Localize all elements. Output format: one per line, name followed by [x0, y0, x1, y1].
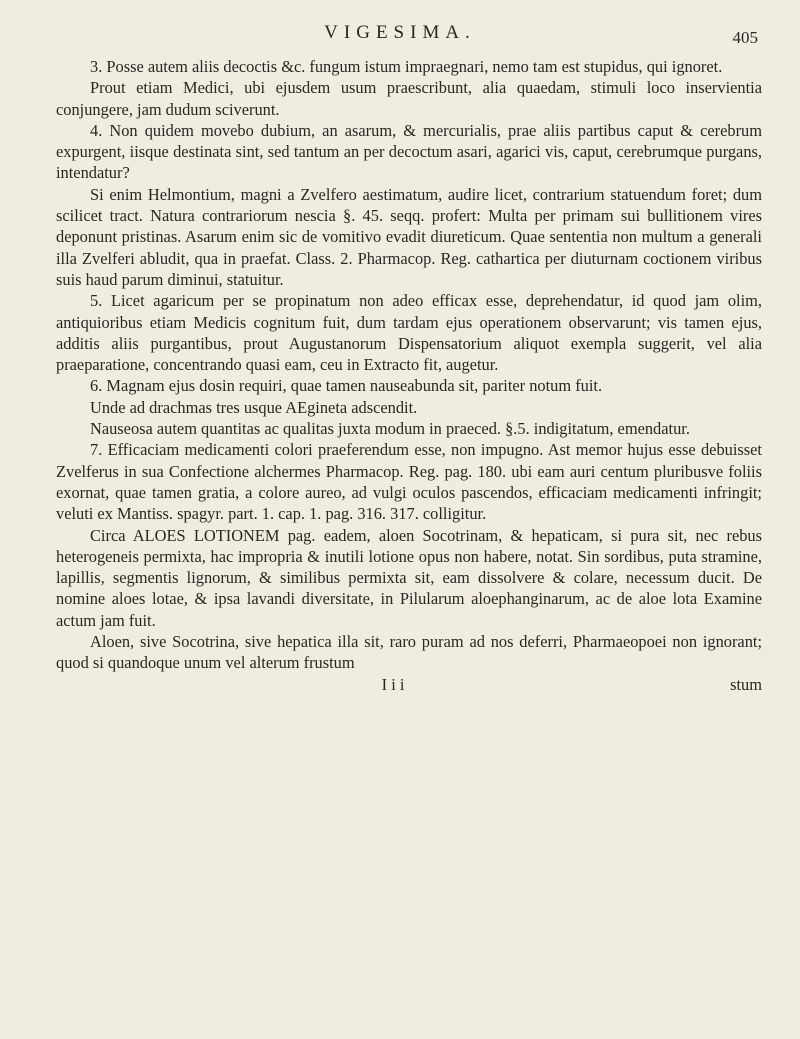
paragraph-aloen: Aloen, sive Socotrina, sive hepatica illa sit, raro puram ad nos deferri, Pharmaeopoei non ignorant; quod si quandoque unum vel alterum frustum [56, 632, 762, 673]
running-head: VIGESIMA. [324, 22, 476, 43]
paragraph-aloes-lotio: Circa ALOES LOTIONEM pag. eadem, aloen Socotrinam, & hepaticam, si pura sit, nec rebus heterogeneis permixta, hac impropria & inutili lotione opus non habere, notat. Sin sordibus, puta stramine, lapillis, segmentis lignorum, & similibus permixta sit, eam dissolvere & colare, necessum ducit. De nomine aloes lotae, & ipsa lavandi diversitate, in Pilularum aloephanginarum, ac de aloe lota Examine actum jam fuit. [56, 525, 762, 630]
paragraph-si-enim: Si enim Helmontium, magni a Zvelfero aestimatum, audire licet, contrarium statuendum foret; dum scilicet tract. Natura contrariorum nescia §. 45. seqq. profert: Multa per primam sui bullitionem vires deponunt pristinas. Asarum enim sic de vomitivo evadit diureticum. Quae sententia non multum a generali illa Zvelferi abludit, qua in praefat. Class. 2. Pharmacop. Reg. cathartica per diuturnam coctionem viribus suis haud parum diminui, statuitur. [56, 184, 762, 289]
paragraph-nauseosa: Nauseosa autem quantitas ac qualitas juxta modum in praeced. §.5. indigitatum, emendatur. [90, 419, 690, 439]
catchword: stum [730, 674, 762, 694]
paragraph-prout: Prout etiam Medici, ubi ejusdem usum praescribunt, alia quaedam, stimuli loco inservientia conjungere, jam dudum sciverunt. [56, 78, 762, 119]
paragraph-4: 4. Non quidem movebo dubium, an asarum, & mercurialis, prae aliis partibus caput & cerebrum expurgent, iisque destinata sint, sed tantum an per decoctum asari, agarici vis, caput, cerebrumque purgans, intendatur? [56, 120, 762, 183]
paragraph-unde: Unde ad drachmas tres usque AEgineta adscendit. [90, 397, 418, 417]
paragraph-7: 7. Efficaciam medicamenti colori praeferendum esse, non impugno. Ast memor hujus esse debuisset Zvelferus in sua Confectione alchermes Pharmacop. Reg. pag. 180. ubi eam auri centum pluribusve foliis exornat, quae tamen gratia, a colore aureo, ad vulgi oculos pascendos, efficaciam medicamenti infringit; veluti ex Mantiss. spagyr. part. 1. cap. 1. pag. 316. 317. colligitur. [56, 440, 762, 524]
signature-mark: I i i [381, 674, 405, 694]
body-text [56, 56, 762, 695]
page-number: 405 [732, 28, 758, 47]
paragraph-3: 3. Posse autem aliis decoctis &c. fungum istum impraegnari, nemo tam est stupidus, qui ignoret. [90, 57, 723, 76]
paragraph-6: 6. Magnam ejus dosin requiri, quae tamen nauseabunda sit, pariter notum fuit. [90, 376, 603, 396]
paragraph-5: 5. Licet agaricum per se propinatum non adeo efficax esse, deprehendatur, id quod jam olim, antiquioribus etiam Medicis cognitum fuit, dum tardam ejus operationem observarunt; vis tamen ejus, additis aliis purgantibus, prout Augustanorum Dispensatorium aliquot exempla suggerit, vel alia praeparatione, concentrando quasi eam, ceu in Extracto fit, augetur. [56, 291, 762, 375]
signature-line [56, 674, 762, 695]
